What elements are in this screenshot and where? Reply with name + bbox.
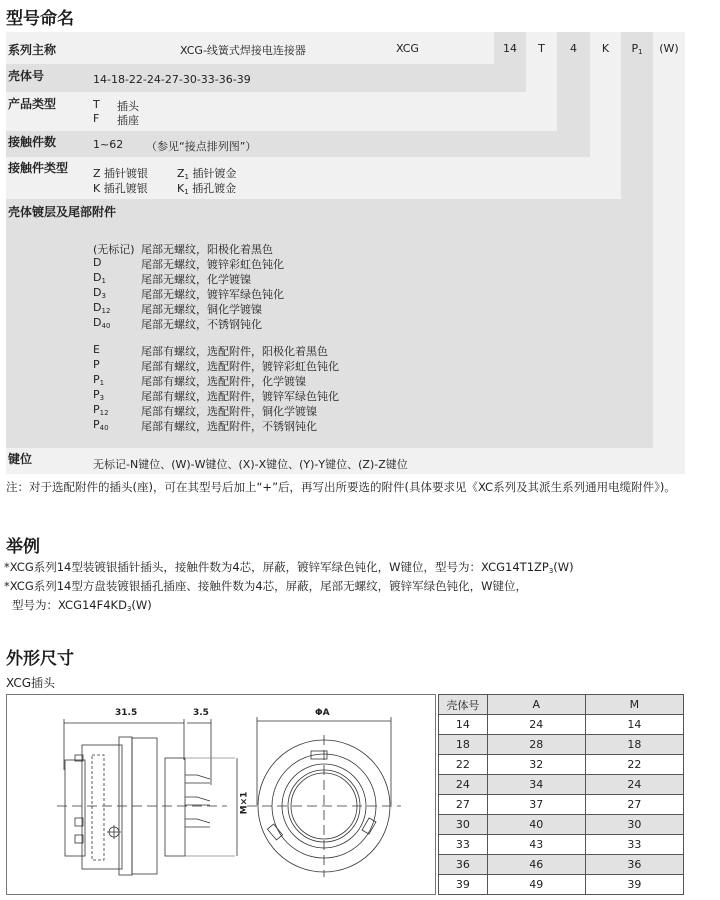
plating-code-sub: 3 <box>99 394 105 402</box>
example-line-1-sub: 3 <box>548 567 554 575</box>
plating-code <box>93 271 106 285</box>
code-keying: (W) <box>659 42 679 55</box>
band-row-product <box>6 92 557 131</box>
table-row <box>439 815 684 835</box>
plating-text: 尾部有螺纹，选配附件，阳极化着黑色 <box>141 345 328 358</box>
cell-shell: 39 <box>439 875 488 895</box>
contact-type-sub: 1 <box>184 188 189 196</box>
plating-code-sub: 1 <box>99 379 105 387</box>
table-row <box>439 715 684 735</box>
contact-type-label: 接触件类型 <box>8 161 69 175</box>
col-header-shell: 壳体号 <box>439 695 488 715</box>
plating-code <box>93 301 110 315</box>
plating-code-letter: P <box>93 358 100 371</box>
cell-a: 32 <box>487 755 585 775</box>
front-shell <box>165 758 185 856</box>
cell-m: 30 <box>585 815 683 835</box>
cell-m: 27 <box>585 795 683 815</box>
contact-type-code: Z <box>177 167 185 180</box>
plating-code <box>93 388 104 402</box>
contact-type-text: 插针镀金 <box>192 167 237 180</box>
cell-a: 34 <box>487 775 585 795</box>
plating-code <box>93 373 104 387</box>
contact-count-note: （参见“接点排列图”） <box>146 140 257 153</box>
plating-text: 尾部有螺纹，选配附件，铜化学镀镍 <box>141 405 317 418</box>
plating-code-sub: 12 <box>99 409 109 417</box>
code-plating-letter: P <box>631 42 639 55</box>
example-line-1-suffix: (W) <box>553 560 574 574</box>
cell-a: 43 <box>487 835 585 855</box>
cell-a: 46 <box>487 855 585 875</box>
contact-type-code: Z <box>93 167 101 180</box>
table-row <box>439 875 684 895</box>
example-line-2: *XCG系列14型方盘装镀银插孔插座、接触件数为4芯，屏蔽，尾部无螺纹，镀锌军绿色钝化，W键位， <box>4 579 528 593</box>
plating-code-letter: P <box>93 373 100 386</box>
naming-note: 注：对于选配附件的插头(座)，可在其型号后加上“+”后，再写出所要选的附件(具体要求见《XC系列及其派生系列通用电缆附件》)。 <box>6 480 676 494</box>
contact-count-label: 接触件数 <box>8 135 57 149</box>
plating-code <box>93 403 109 417</box>
plating-text: 尾部有螺纹，选配附件，不锈钢钝化 <box>141 420 317 433</box>
cell-a: 40 <box>487 815 585 835</box>
example-line-3 <box>12 596 152 619</box>
example-line-3-sub: 3 <box>126 605 132 613</box>
plating-text: 尾部无螺纹，镀锌彩虹色钝化 <box>141 258 284 271</box>
cell-shell: 22 <box>439 755 488 775</box>
plating-code-sub: 3 <box>101 292 106 300</box>
naming-section-title: 型号命名 <box>6 9 74 29</box>
plating-code-letter: P <box>93 388 100 401</box>
plating-code-letter: D <box>93 286 102 299</box>
plating-code-letter: D <box>93 271 102 284</box>
contact-type-item <box>93 165 148 181</box>
code-contact: K <box>601 42 610 55</box>
plating-text: 尾部无螺纹，铜化学镀镍 <box>141 303 262 316</box>
plating-code <box>93 256 101 269</box>
contact-type-item <box>177 180 236 196</box>
contact-type-text: 插针镀银 <box>104 167 149 180</box>
cell-m: 36 <box>585 855 683 875</box>
col-header-m: M <box>585 695 683 715</box>
example-section-title: 举例 <box>6 537 40 557</box>
plating-code <box>93 316 110 330</box>
code-count: 4 <box>570 42 577 55</box>
cell-m: 22 <box>585 755 683 775</box>
cell-m: 18 <box>585 735 683 755</box>
plating-code-letter: D <box>93 301 102 314</box>
cell-m: 39 <box>585 875 683 895</box>
product-type-label: 产品类型 <box>8 97 57 111</box>
plating-label: 壳体镀层及尾部附件 <box>8 205 117 219</box>
plating-code: (无标记) <box>93 243 135 256</box>
table-row <box>439 835 684 855</box>
plating-text: 尾部有螺纹，选配附件，化学镀镍 <box>141 375 306 388</box>
example-line-3-suffix: (W) <box>131 598 152 612</box>
table-row <box>439 735 684 755</box>
shell-size-label: 壳体号 <box>8 69 45 83</box>
plating-code-letter: D <box>93 256 102 269</box>
dimensions-section-title: 外形尺寸 <box>6 649 74 669</box>
contact-type-text: 插孔镀金 <box>192 182 237 195</box>
plating-code <box>93 286 106 300</box>
product-type-code-t: T <box>93 98 100 111</box>
plating-code-sub: 40 <box>101 322 111 330</box>
code-series: XCG <box>396 42 419 55</box>
shell-size-value: 14-18-22-24-27-30-33-36-39 <box>93 73 251 86</box>
cell-a: 49 <box>487 875 585 895</box>
contact-type-item <box>177 165 237 181</box>
plating-code-letter: E <box>93 343 100 356</box>
table-row <box>439 755 684 775</box>
series-label: 系列主称 <box>8 43 57 57</box>
dim-length-label: 31.5 <box>115 708 138 718</box>
plating-code-letter: P <box>93 418 100 431</box>
contact-type-text: 插孔镀银 <box>103 182 148 195</box>
cell-a: 28 <box>487 735 585 755</box>
cell-a: 37 <box>487 795 585 815</box>
product-type-text-t: 插头 <box>117 100 139 113</box>
cell-shell: 27 <box>439 795 488 815</box>
plating-code-sub: 1 <box>101 277 106 285</box>
plating-text: 尾部无螺纹，阳极化着黑色 <box>141 243 273 256</box>
code-plating-sub: 1 <box>638 48 643 56</box>
table-row <box>439 795 684 815</box>
band-col-w <box>653 32 685 474</box>
cell-shell: 14 <box>439 715 488 735</box>
plating-text: 尾部无螺纹，化学镀镍 <box>141 273 251 286</box>
contact-type-code: K <box>93 182 101 195</box>
dim-thread-label: M×1 <box>239 791 250 815</box>
plating-code-letter: P <box>93 403 100 416</box>
plating-code-sub: 12 <box>101 307 111 315</box>
cell-a: 24 <box>487 715 585 735</box>
label-dashed <box>92 755 104 860</box>
plating-code-letter: D <box>93 316 102 329</box>
plating-text: 尾部有螺纹，选配附件，镀锌军绿色钝化 <box>141 390 339 403</box>
dimension-table <box>438 694 684 895</box>
dim-diameter-label: ΦA <box>315 708 330 718</box>
cell-shell: 30 <box>439 815 488 835</box>
example-line-1-text: *XCG系列14型装镀银插针插头，接触件数为4芯，屏蔽，镀锌军绿色钝化，W键位，型号为：XCG14T1ZP <box>4 560 549 574</box>
plating-text: 尾部无螺纹，不锈钢钝化 <box>141 318 262 331</box>
plating-code <box>93 418 109 432</box>
example-line-3-text: 型号为：XCG14F4KD <box>12 598 127 612</box>
dim-pin-label: 3.5 <box>193 708 209 718</box>
plating-code-sub: 40 <box>99 424 109 432</box>
cell-shell: 33 <box>439 835 488 855</box>
plating-code <box>93 358 100 371</box>
band-row-shell <box>6 64 526 92</box>
plating-text: 尾部无螺纹，镀锌军绿色钝化 <box>141 288 284 301</box>
cell-m: 14 <box>585 715 683 735</box>
keying-value: 无标记-N键位、(W)-W键位、(X)-X键位、(Y)-Y键位、(Z)-Z键位 <box>93 458 408 471</box>
connector-drawing <box>6 694 436 895</box>
body-flange <box>82 745 122 869</box>
plating-code <box>93 343 100 356</box>
table-row <box>439 775 684 795</box>
dimensions-subtitle: XCG插头 <box>6 676 56 690</box>
contact-type-sub: 1 <box>184 173 190 181</box>
col-header-a: A <box>487 695 585 715</box>
series-description: XCG-线簧式焊接电连接器 <box>180 44 306 57</box>
plating-text: 尾部有螺纹，选配附件，镀锌彩虹色钝化 <box>141 360 339 373</box>
cell-m: 24 <box>585 775 683 795</box>
connector-drawing-svg <box>7 695 435 894</box>
table-row <box>439 855 684 875</box>
cell-m: 33 <box>585 835 683 855</box>
code-type: T <box>538 42 545 55</box>
contact-count-value: 1~62 <box>93 138 124 151</box>
cell-shell: 24 <box>439 775 488 795</box>
cell-shell: 18 <box>439 735 488 755</box>
code-shell: 14 <box>503 42 517 55</box>
code-plating <box>621 42 653 56</box>
product-type-code-f: F <box>93 112 100 125</box>
keying-label: 键位 <box>8 452 33 466</box>
contact-type-item <box>93 180 148 196</box>
contact-type-code: K <box>177 182 185 195</box>
cell-shell: 36 <box>439 855 488 875</box>
product-type-text-f: 插座 <box>117 114 139 127</box>
